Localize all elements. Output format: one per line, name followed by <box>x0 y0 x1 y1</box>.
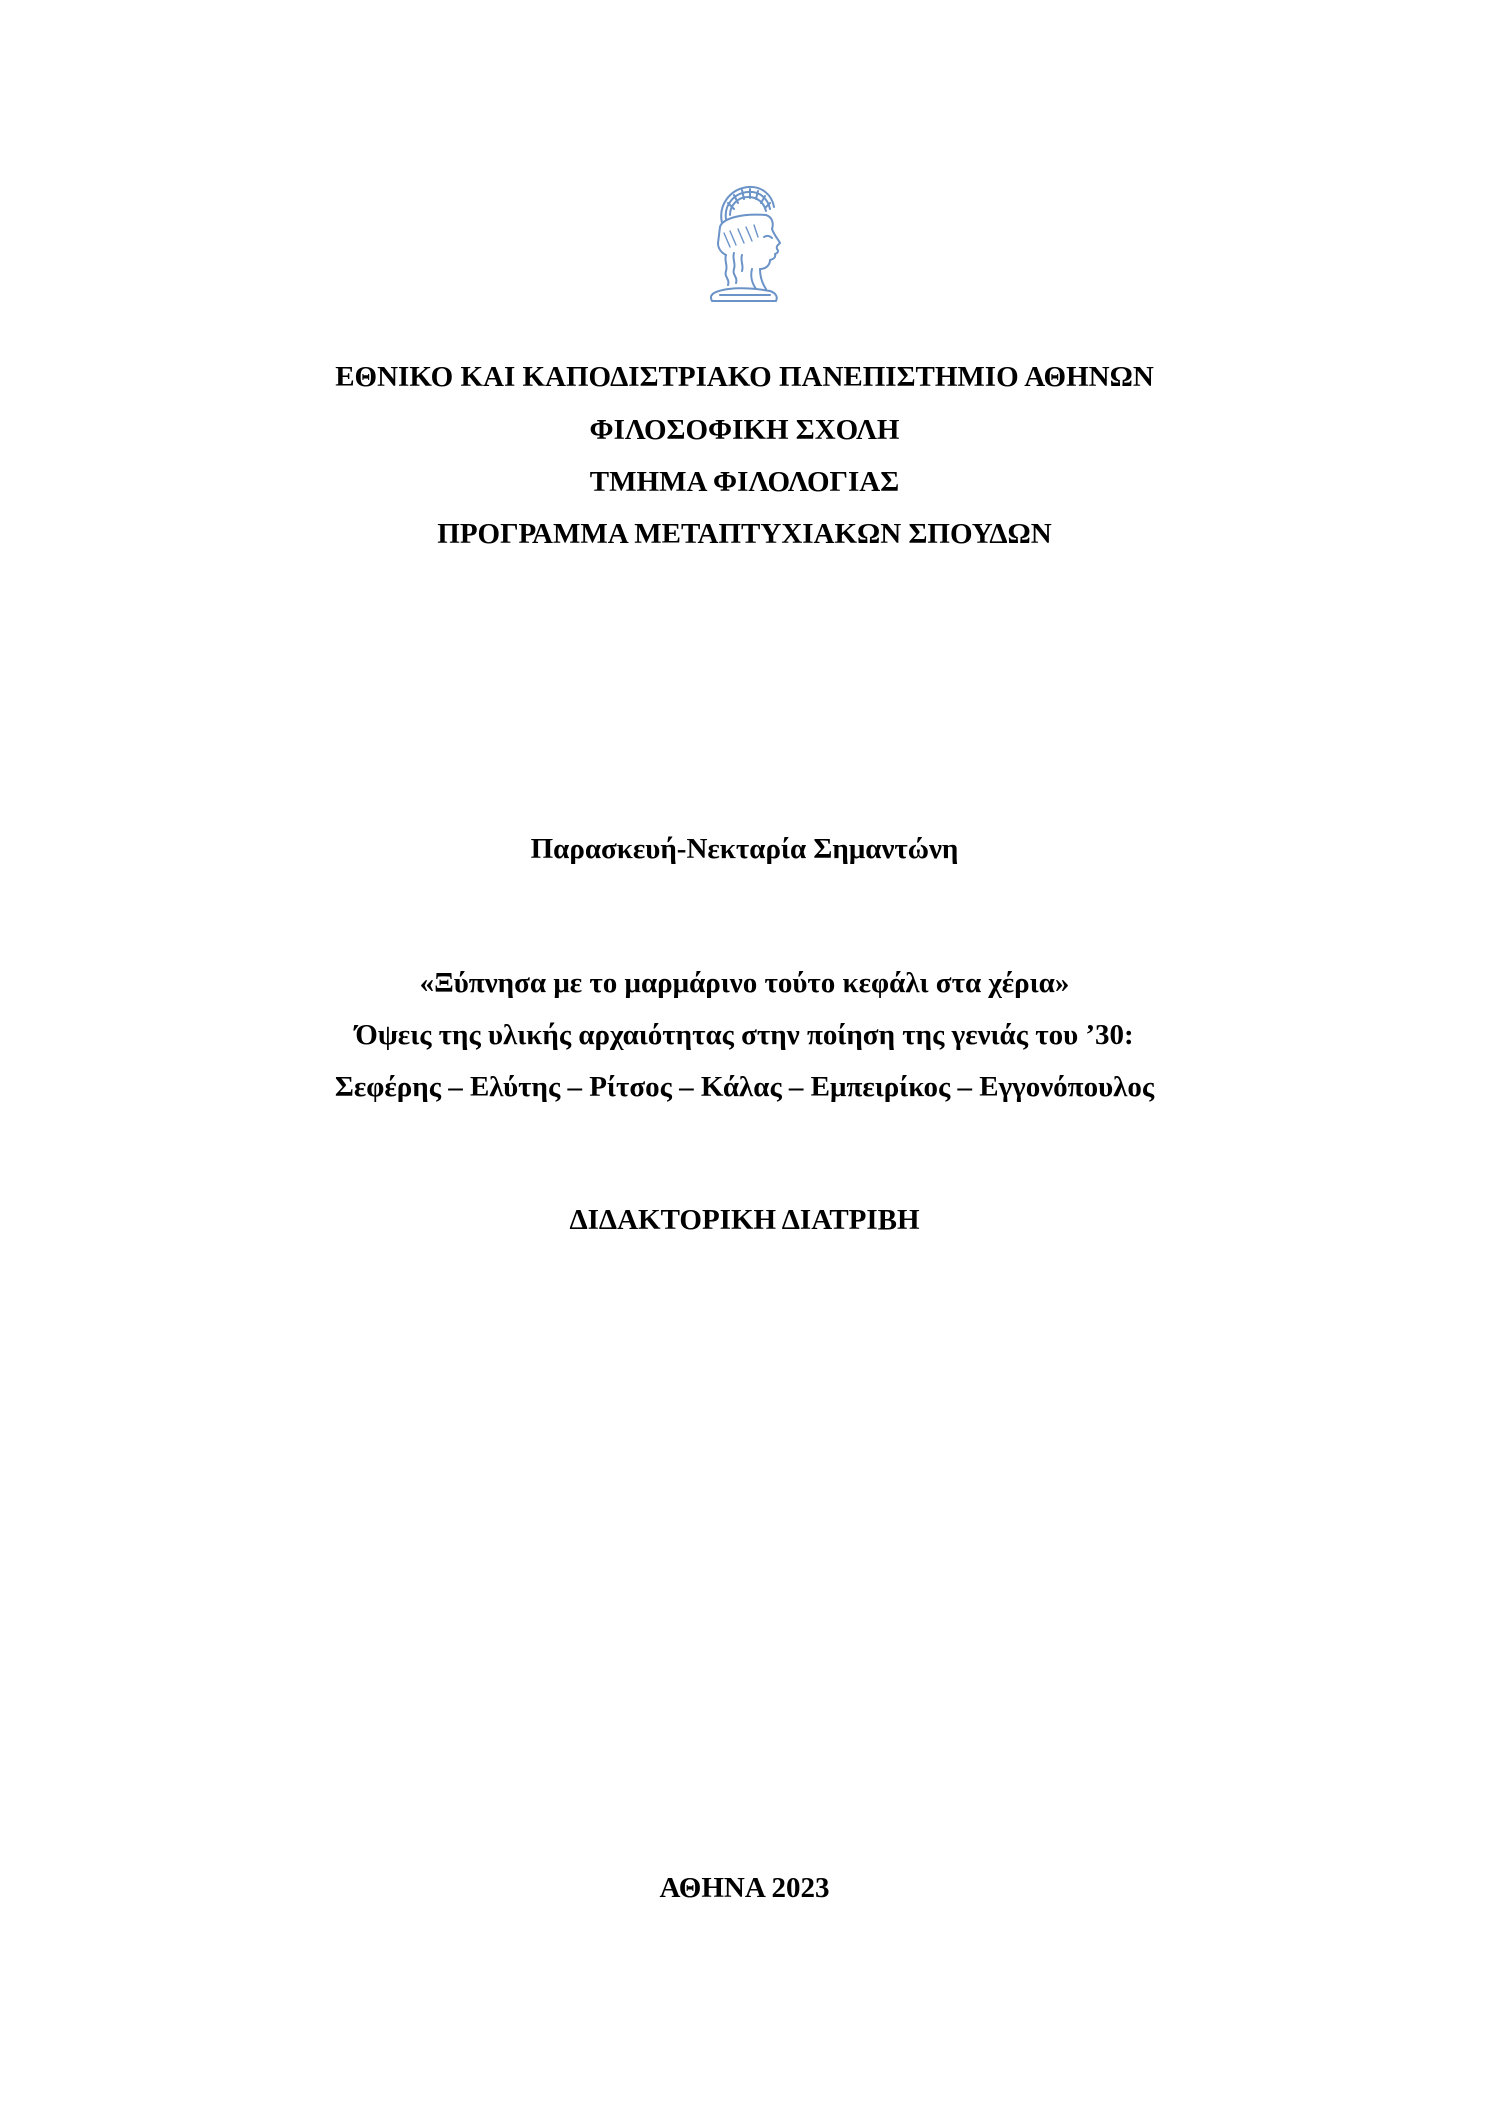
document-type: ΔΙΔΑΚΤΟΡΙΚΗ ΔΙΑΤΡΙΒΗ <box>569 1204 920 1236</box>
athena-head-logo-icon <box>700 183 786 307</box>
university-name: ΕΘΝΙΚΟ ΚΑΙ ΚΑΠΟΔΙΣΤΡΙΑΚΟ ΠΑΝΕΠΙΣΤΗΜΙΟ ΑΘΗΝΩΝ <box>335 361 1154 393</box>
thesis-title-line-3: Σεφέρης – Ελύτης – Ρίτσος – Κάλας – Εμπειρίκος – Εγγονόπουλος <box>334 1071 1155 1103</box>
thesis-title-line-2: Όψεις της υλικής αρχαιότητας στην ποίηση της γενιάς του ’30: <box>355 1019 1134 1051</box>
author-name: Παρασκευή-Νεκταρία Σημαντώνη <box>530 833 959 865</box>
place-and-year: ΑΘΗΝΑ 2023 <box>659 1872 830 1904</box>
school-name: ΦΙΛΟΣΟΦΙΚΗ ΣΧΟΛΗ <box>589 414 900 446</box>
department-name: ΤΜΗΜΑ ΦΙΛΟΛΟΓΙΑΣ <box>589 466 900 498</box>
thesis-title-line-1: «Ξύπνησα με το μαρμάρινο τούτο κεφάλι στα χέρια» <box>419 967 1070 999</box>
program-name: ΠΡΟΓΡΑΜΜΑ ΜΕΤΑΠΤΥΧΙΑΚΩΝ ΣΠΟΥΔΩΝ <box>437 518 1052 550</box>
